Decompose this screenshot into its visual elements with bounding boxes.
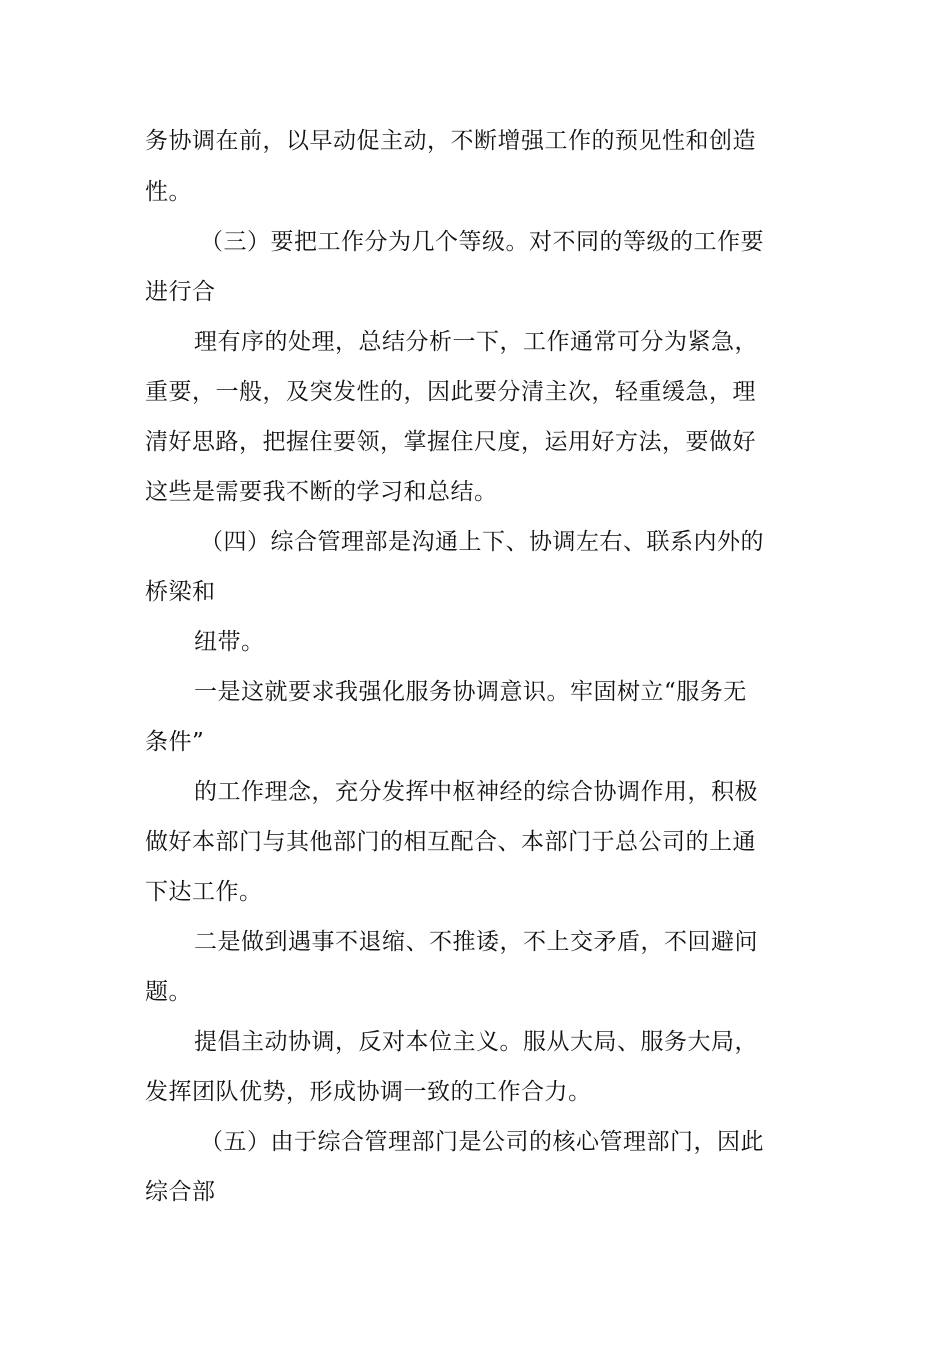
text-line: 理有序的处理，总结分析一下，工作通常可分为紧急， xyxy=(194,329,758,355)
text-line: 这些是需要我不断的学习和总结。 xyxy=(145,479,498,505)
section-heading-5: （五）由于综合管理部门是公司的核心管理部门，因此 xyxy=(200,1129,764,1155)
section-heading-4: （四）综合管理部是沟通上下、协调左右、联系内外的 xyxy=(200,529,764,555)
text-line: 提倡主动协调，反对本位主义。服从大局、服务大局， xyxy=(194,1029,758,1055)
text-line: 下达工作。 xyxy=(145,879,263,905)
text-line: 桥梁和 xyxy=(145,579,216,605)
text-line: 重要，一般，及突发性的，因此要分清主次，轻重缓急，理 xyxy=(145,379,756,405)
text-line: 题。 xyxy=(145,979,192,1005)
text-line: 性。 xyxy=(145,179,192,205)
text-line: 综合部 xyxy=(145,1179,216,1205)
section-heading-3: （三）要把工作分为几个等级。对不同的等级的工作要 xyxy=(200,229,764,255)
text-line: 二是做到遇事不退缩、不推诿，不上交矛盾，不回避问 xyxy=(194,929,758,955)
text-line: 进行合 xyxy=(145,279,216,305)
text-line: 的工作理念，充分发挥中枢神经的综合协调作用，积极 xyxy=(194,779,758,805)
text-line: 条件” xyxy=(145,729,205,755)
text-line: 发挥团队优势，形成协调一致的工作合力。 xyxy=(145,1079,592,1105)
text-line: 务协调在前，以早动促主动，不断增强工作的预见性和创造 xyxy=(145,128,756,154)
text-line: 做好本部门与其他部门的相互配合、本部门于总公司的上通 xyxy=(145,829,756,855)
text-line: 一是这就要求我强化服务协调意识。牢固树立“服务无 xyxy=(194,679,747,705)
text-line: 纽带。 xyxy=(194,629,265,655)
text-line: 清好思路，把握住要领，掌握住尺度，运用好方法，要做好 xyxy=(145,429,756,455)
